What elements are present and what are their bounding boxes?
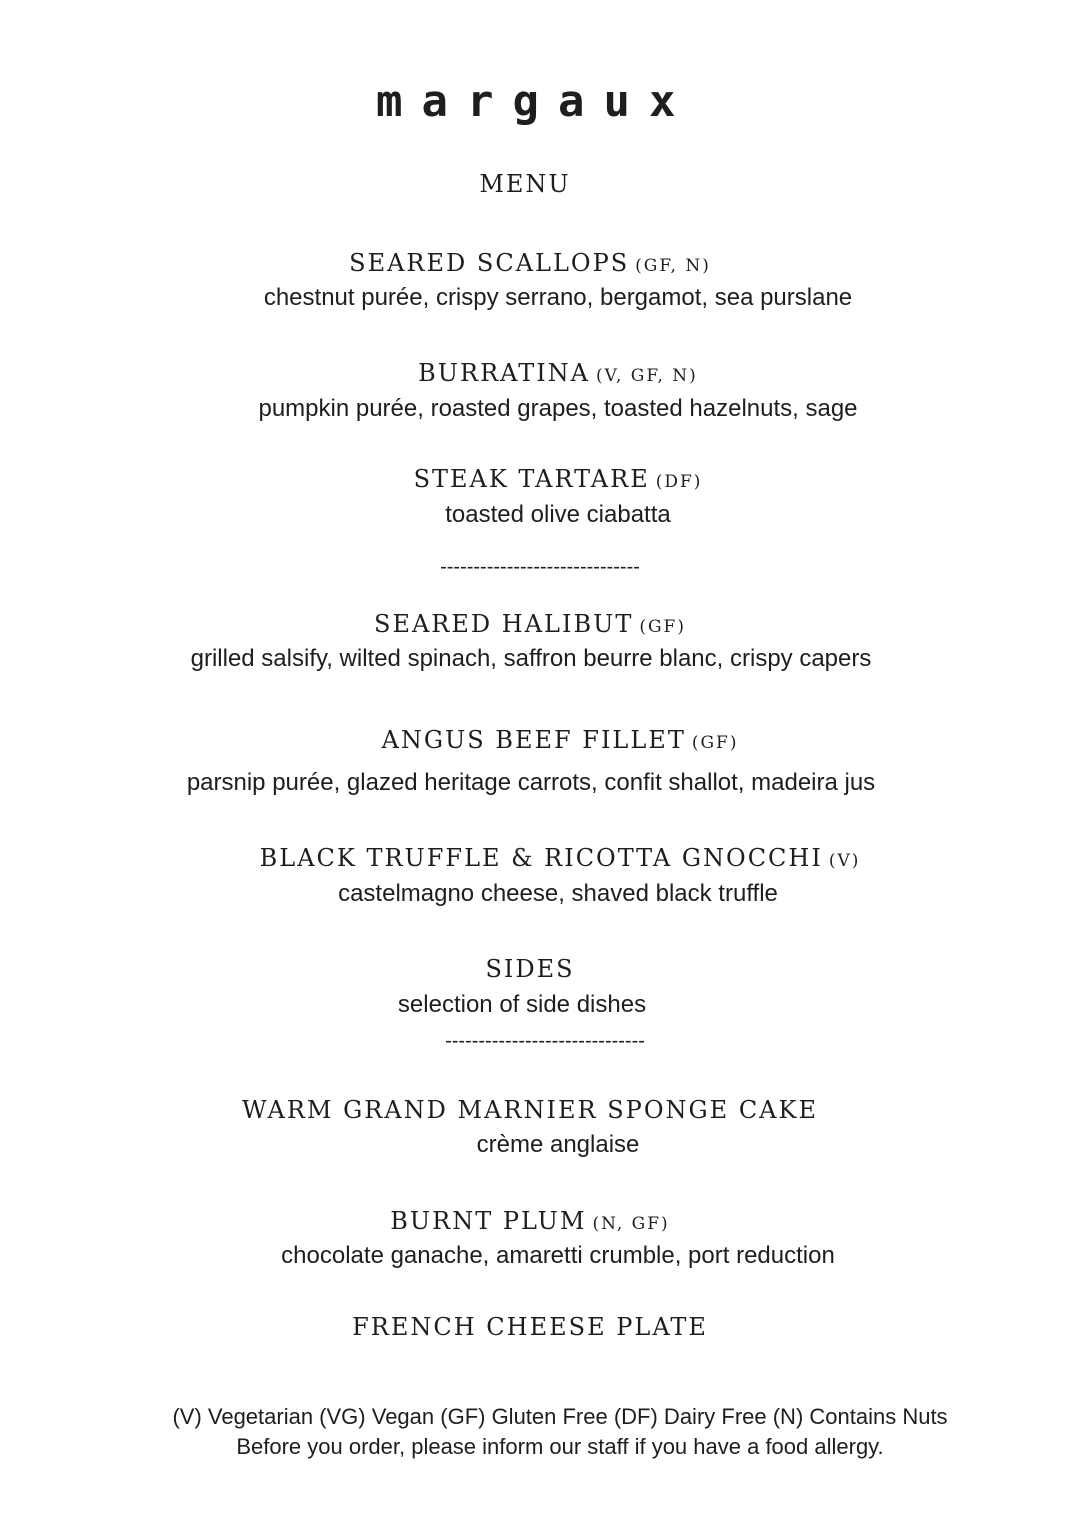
section-divider: ------------------------------: [445, 1030, 645, 1052]
dish-name-burratina: BURRATINA (V, GF, N): [418, 359, 698, 387]
dish-name-french-cheese-plate: FRENCH CHEESE PLATE: [352, 1313, 708, 1341]
dish-name-seared-halibut: SEARED HALIBUT (GF): [374, 610, 686, 638]
dish-description: chocolate ganache, amaretti crumble, port reduction: [281, 1242, 835, 1269]
dish-description: toasted olive ciabatta: [445, 501, 671, 528]
dish-description: chestnut purée, crispy serrano, bergamot, sea purslane: [263, 284, 853, 311]
section-divider: ------------------------------: [440, 556, 640, 578]
dish-tags: (N, GF): [592, 1214, 670, 1234]
dish-tags: (GF): [691, 733, 739, 753]
dietary-legend: (V) Vegetarian (VG) Vegan (GF) Gluten Free (DF) Dairy Free (N) Contains Nuts: [172, 1404, 948, 1429]
dish-name-sides: SIDES: [485, 955, 575, 983]
menu-title: MENU: [479, 170, 571, 198]
dish-name-angus-beef-fillet: ANGUS BEEF FILLET (GF): [381, 726, 739, 754]
dish-description: grilled salsify, wilted spinach, saffron beurre blanc, crispy capers: [190, 645, 872, 672]
dish-tags: (DF): [655, 472, 703, 492]
dish-name-grand-marnier-sponge-cake: WARM GRAND MARNIER SPONGE CAKE: [242, 1096, 818, 1124]
dish-description: crème anglaise: [476, 1131, 640, 1158]
dish-tags: (V, GF, N): [596, 366, 698, 386]
dish-name-burnt-plum: BURNT PLUM (N, GF): [390, 1207, 670, 1235]
dish-description: pumpkin purée, roasted grapes, toasted hazelnuts, sage: [258, 395, 858, 422]
allergy-notice: Before you order, please inform our staff if you have a food allergy.: [236, 1434, 884, 1459]
dish-tags: (GF): [639, 617, 686, 637]
restaurant-logo: margaux: [376, 76, 695, 127]
dish-tags: (GF, N): [635, 256, 711, 276]
dish-description: selection of side dishes: [397, 991, 647, 1018]
dish-name-black-truffle-gnocchi: BLACK TRUFFLE & RICOTTA GNOCCHI (V): [259, 844, 861, 872]
dish-description: parsnip purée, glazed heritage carrots, confit shallot, madeira jus: [186, 769, 876, 796]
dish-tags: (V): [828, 851, 861, 871]
dish-name-seared-scallops: SEARED SCALLOPS (GF, N): [349, 249, 711, 277]
dish-name-steak-tartare: STEAK TARTARE (DF): [413, 465, 703, 493]
dish-description: castelmagno cheese, shaved black truffle: [338, 880, 778, 907]
